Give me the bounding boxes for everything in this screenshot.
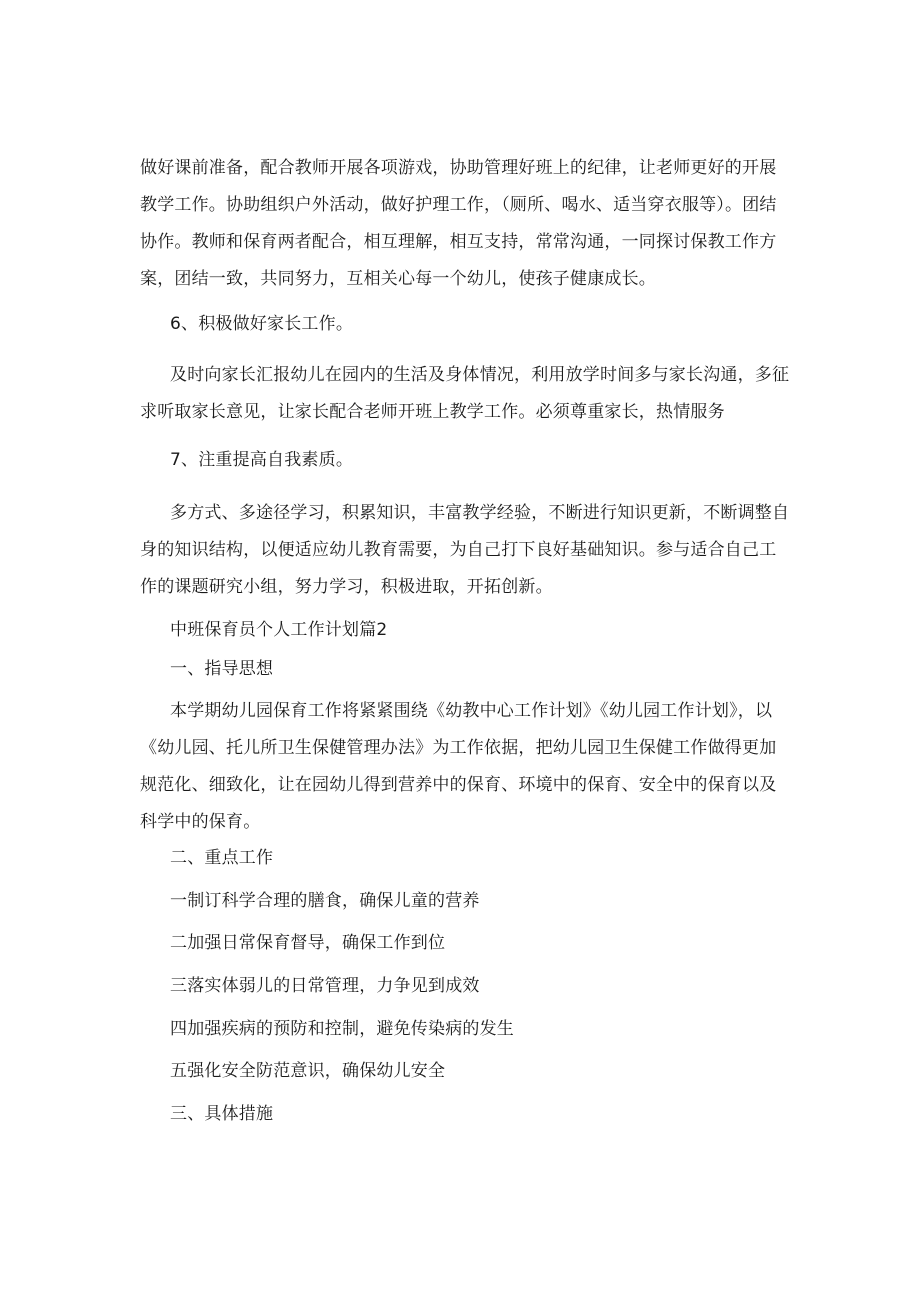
heading-guiding-thought: 一、指导思想 xyxy=(170,659,274,679)
list-item-supervision: 二加强日常保育督导，确保工作到位 xyxy=(170,933,446,953)
heading-parent-work: 6、积极做好家长工作。 xyxy=(170,314,354,334)
list-item-safety: 五强化安全防范意识，确保幼儿安全 xyxy=(170,1061,446,1081)
paragraph-parent-communication: 及时向家长汇报幼儿在园内的生活及身体情况，利用放学时间多与家长沟通，多征求听取家长意见，让家长配合老师开班上教学工作。必须尊重家长，热情服务 xyxy=(140,365,790,422)
paragraph-guiding-thought: 本学期幼儿园保育工作将紧紧围绕《幼教中心工作计划》《幼儿园工作计划》，以《幼儿园、托儿所卫生保健管理办法》为工作依据，把幼儿园卫生保健工作做得更加规范化、细致化，让在园幼儿得到营养中的保育、环境中的保育、安全中的保育以及科学中的保育。 xyxy=(140,701,777,832)
list-item-disease-prevention: 四加强疾病的预防和控制，避免传染病的发生 xyxy=(170,1019,514,1039)
paragraph-learning: 多方式、多途径学习，积累知识，丰富教学经验，不断进行知识更新，不断调整自身的知识结构，以便适应幼儿教育需要，为自己打下良好基础知识。参与适合自己工作的课题研究小组，努力学习，积极进取，开拓创新。 xyxy=(140,503,790,597)
paragraph-cooperation: 做好课前准备，配合教师开展各项游戏，协助管理好班上的纪律，让老师更好的开展教学工作。协助组织户外活动，做好护理工作，（厕所、喝水、适当穿衣服等）。团结协作。教师和保育两者配合，相互理解，相互支持，常常沟通，一同探讨保教工作方案，团结一致，共同努力，互相关心每一个幼儿，使孩子健康成长。 xyxy=(140,158,777,289)
heading-specific-measures: 三、具体措施 xyxy=(170,1104,274,1124)
section-title-plan-2: 中班保育员个人工作计划篇2 xyxy=(170,620,388,640)
heading-key-work: 二、重点工作 xyxy=(170,848,274,868)
list-item-weak-children: 三落实体弱儿的日常管理，力争见到成效 xyxy=(170,976,480,996)
heading-self-improvement: 7、注重提高自我素质。 xyxy=(170,450,354,470)
list-item-diet: 一制订科学合理的膳食，确保儿童的营养 xyxy=(170,891,480,911)
